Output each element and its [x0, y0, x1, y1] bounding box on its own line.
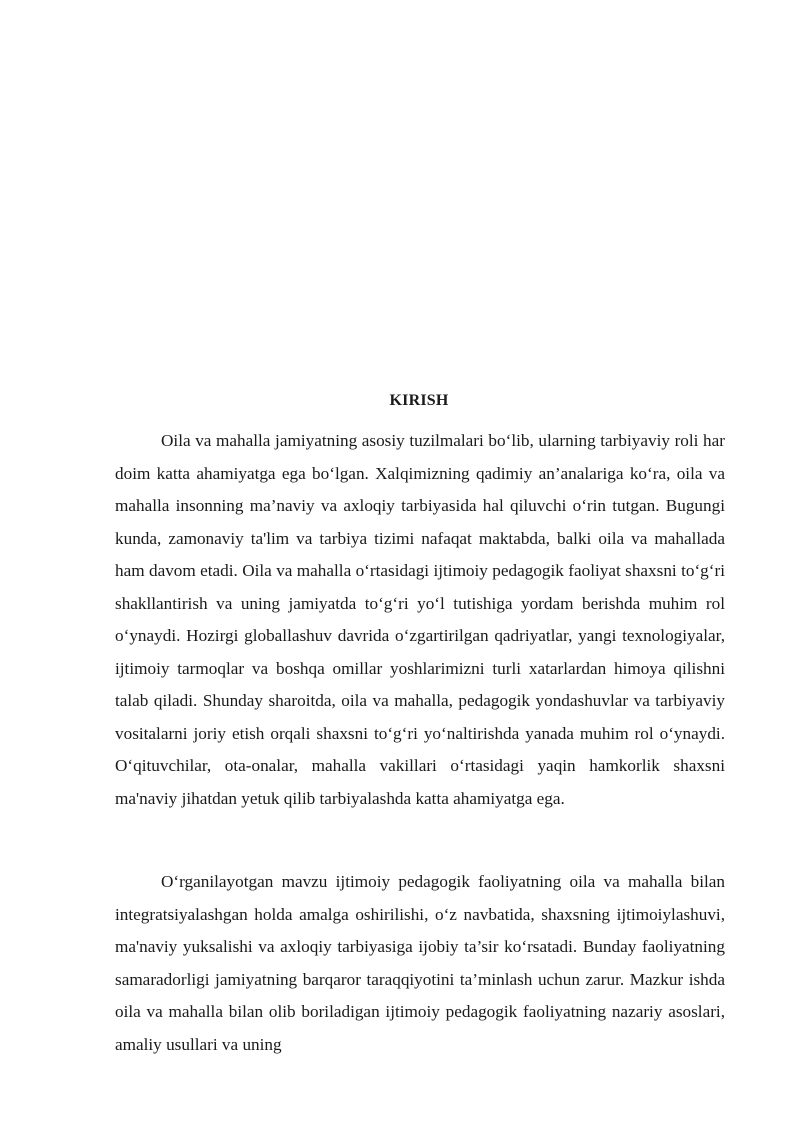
paragraph-1: Oila va mahalla jamiyatning asosiy tuzilmalari bo‘lib, ularning tarbiyaviy roli har doim katta ahamiyatga ega bo‘lgan. Xalqimizning qadimiy an’analariga ko‘ra, oila va mahalla insonning ma’naviy va axloqiy tarbiyasida hal qiluvchi o‘rin tutgan. Bugungi kunda, zamonaviy ta'lim va tarbiya tizimi nafaqat maktabda, balki oila va mahallada ham davom etadi. Oila va mahalla o‘rtasidagi ijtimoiy pedagogik faoliyat shaxsni to‘g‘ri shakllantirish va uning jamiyatda to‘g‘ri yo‘l tutishiga yordam berishda muhim rol o‘ynaydi. Hozirgi globallashuv davrida o‘zgartirilgan qadriyatlar, yangi texnologiyalar, ijtimoiy tarmoqlar va boshqa omillar yoshlarimizni turli xatarlardan himoya qilishni talab qiladi. Shunday sharoitda, oila va mahalla, pedagogik yondashuvlar va tarbiyaviy vositalarni joriy etish orqali shaxsni to‘g‘ri yo‘naltirishda yanada muhim rol o‘ynaydi. O‘qituvchilar, ota-onalar, mahalla vakillari o‘rtasidagi yaqin hamkorlik shaxsni ma'naviy jihatdan yetuk qilib tarbiyalashda katta ahamiyatga ega. — [115, 431, 725, 808]
paragraph-2: O‘rganilayotgan mavzu ijtimoiy pedagogik faoliyatning oila va mahalla bilan integratsiyalashgan holda amalga oshirilishi, o‘z navbatida, shaxsning ijtimoiylashuvi, ma'naviy yuksalishi va axloqiy tarbiyasiga ijobiy ta’sir ko‘rsatadi. Bunday faoliyatning samaradorligi jamiyatning barqaror taraqqiyotini ta’minlash uchun zarur. Mazkur ishda oila va mahalla bilan olib boriladigan ijtimoiy pedagogik faoliyatning nazariy asoslari, amaliy usullari va uning — [115, 872, 725, 1054]
section-heading: KIRISH — [389, 392, 449, 409]
